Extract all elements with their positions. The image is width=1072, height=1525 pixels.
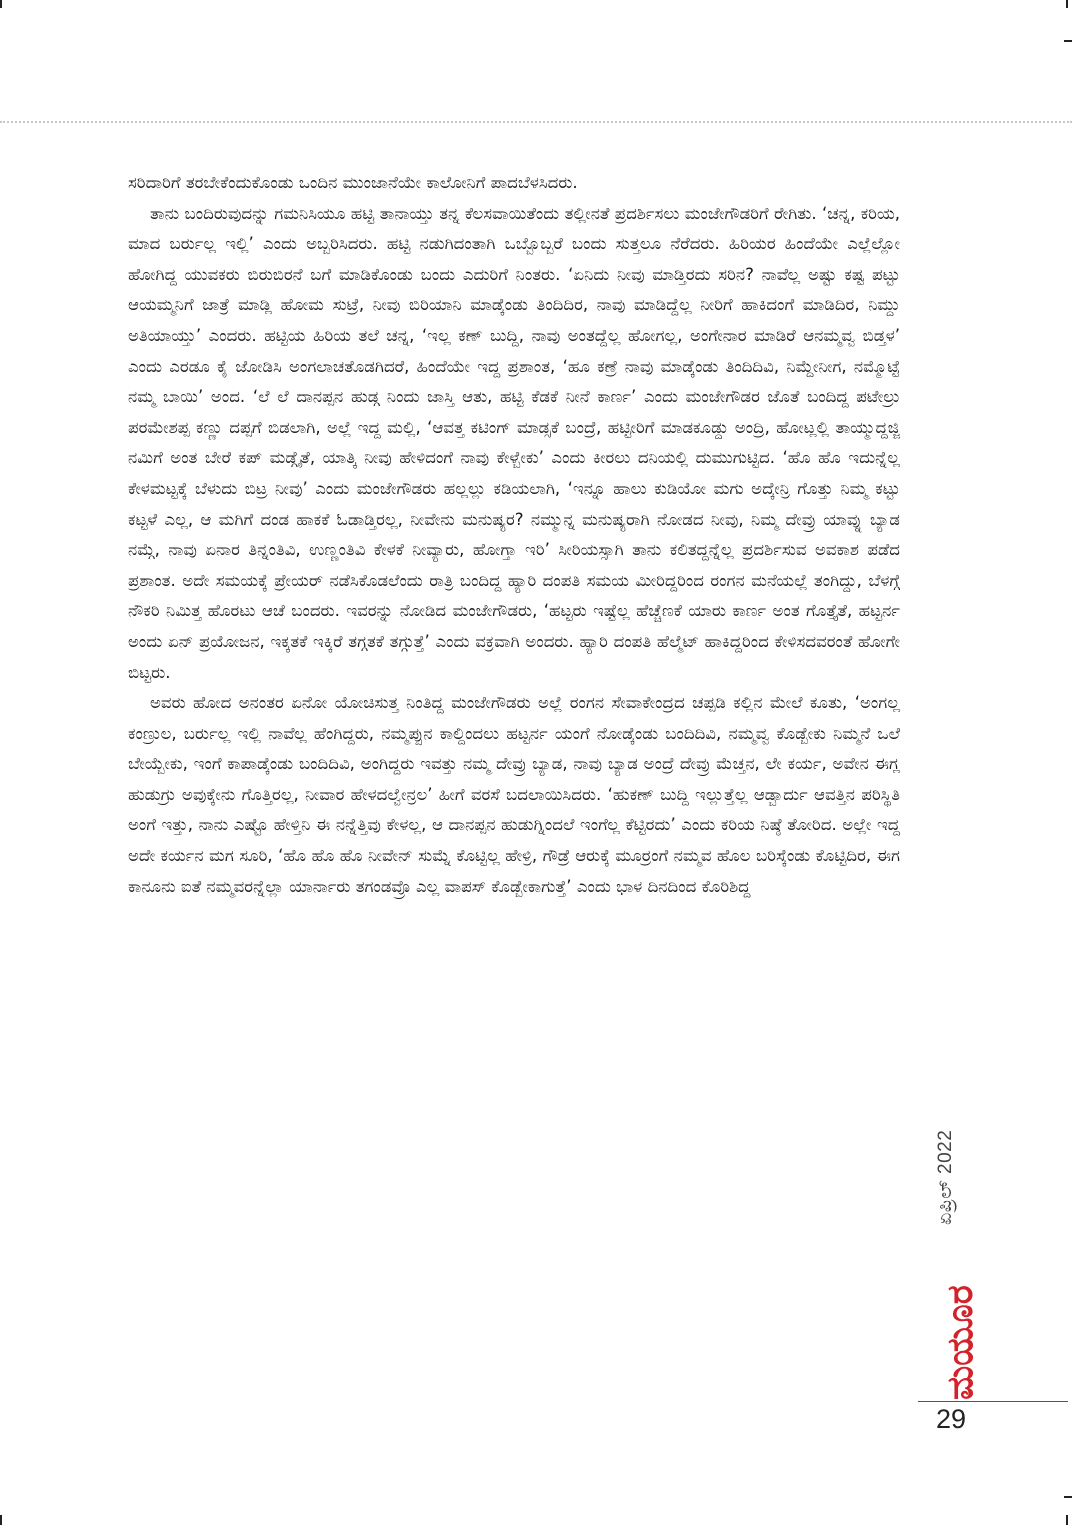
paragraph-2: ತಾನು ಬಂದಿರುವುದನ್ನು ಗಮನಿಸಿಯೂ ಹಟ್ಟಿ ತಾನಾಯ್ತು ತನ್ನ ಕೆಲಸವಾಯಿತೆಂದು ತಲ್ಲೀನತೆ ಪ್ರದರ್ಶಿಸಲು ಮಂಜೇಗೌಡರಿಗೆ ರೇಗಿತು. ‘ಚನ್ನ, ಕರಿಯ, ಮಾದ ಬರ್ರುಲ್ಲ ಇಲ್ಲಿ’ ಎಂದು ಅಬ್ಬರಿಸಿದರು. ಹಟ್ಟಿ ನಡುಗಿದಂತಾಗಿ ಒಬ್ಬೊಬ್ಬರೆ ಬಂದು ಸುತ್ತಲೂ ನೆರೆದರು. ಹಿರಿಯರ ಹಿಂದೆಯೇ ಎಲ್ಲೆಲ್ಲೋ ಹೋಗಿದ್ದ ಯುವಕರು ಬಿರುಬಿರನೆ ಬಗೆ ಮಾಡಿಕೊಂಡು ಬಂದು ಎದುರಿಗೆ ನಿಂತರು. ‘ಏನಿದು ನೀವು ಮಾಡ್ತಿರದು ಸರಿನ? ನಾವೆಲ್ಲ ಅಷ್ಟು ಕಷ್ಟ ಪಟ್ಟು ಆಯಮ್ಮನಿಗೆ ಜಾತ್ರೆ ಮಾಡ್ಲಿ ಹೋಮ ಸುಟ್ರೆ, ನೀವು ಬಿರಿಯಾನಿ ಮಾಡ್ಕೆಂಡು ತಿಂದಿದಿರ, ನಾವು ಮಾಡಿದ್ದೆಲ್ಲ ನೀರಿಗೆ ಹಾಕಿದಂಗೆ ಮಾಡಿದಿರ, ನಿಮ್ದು ಅತಿಯಾಯ್ತು’ ಎಂದರು. ಹಟ್ಟಿಯ ಹಿರಿಯ ತಲೆ ಚನ್ನ, ‘ಇಲ್ಲ ಕಣ್ ಬುದ್ದಿ, ನಾವು ಅಂತದ್ದೆಲ್ಲ ಹೋಗಲ್ಲ, ಅಂಗೇನಾರ ಮಾಡಿರೆ ಆನಮ್ಮವ್ವ ಬಿಡ್ತಳ’ ಎಂದು ಎರಡೂ ಕೈ ಜೋಡಿಸಿ ಅಂಗಲಾಚತೊಡಗಿದರೆ, ಹಿಂದೆಯೇ ಇದ್ದ ಪ್ರಶಾಂತ, ‘ಹೂ ಕಣ್ರೆ ನಾವು ಮಾಡ್ಕೆಂಡು ತಿಂದಿದಿವಿ, ನಿಮ್ದೇನೀಗ, ನಮ್ಮೊಟ್ಟೆ ನಮ್ಮ ಬಾಯಿ’ ಅಂದ. ‘ಲೆ ಲೆ ದಾನಪ್ಪನ ಹುಡ್ಗ ನಿಂದು ಜಾಸ್ತಿ ಆತು, ಹಟ್ಟಿ ಕೆಡಕೆ ನೀನೆ ಕಾರ್ಣ’ ಎಂದು ಮಂಜೇಗೌಡರ ಜೊತೆ ಬಂದಿದ್ದ ಪಟೇಲ್ರು ಪರಮೇಶಪ್ಪ ಕಣ್ಣು ದಪ್ಪಗೆ ಬಿಡಲಾಗಿ, ಅಲ್ಲೆ ಇದ್ದ ಮಲ್ಲಿ, ‘ಆವತ್ತ ಕಟಿಂಗ್ ಮಾಡ್ಸಕೆ ಬಂದ್ರೆ, ಹಟ್ಟೀರಿಗೆ ಮಾಡಕೂಡ್ದು ಅಂದ್ರಿ, ಹೋಟ್ಲಲ್ಲಿ ತಾಯ್ಮುದ್ದಜ್ಜಿ ನಮಿಗೆ ಅಂತ ಬೇರೆ ಕಪ್ ಮಡ್ಗೈತೆ, ಯಾತ್ಕಿ ನೀವು ಹೇಳಿದಂಗೆ ನಾವು ಕೇಳ್ಬೇಕು’ ಎಂದು ಕೀರಲು ದನಿಯಲ್ಲಿ ದುಮುಗುಟ್ಟಿದ. ‘ಹೊ ಹೊ ಇದುನ್ನೆಲ್ಲ ಕೇಳಮಟ್ಟಕ್ಕೆ ಬೆಳುದು ಬಿಟ್ರ ನೀವು’ ಎಂದು ಮಂಜೇಗೌಡರು ಹಲ್ಲಲ್ಲು ಕಡಿಯಲಾಗಿ, ‘ಇನ್ನೂ ಹಾಲು ಕುಡಿಯೋ ಮಗು ಅದ್ಕೇನ್ರಿ ಗೊತ್ತು ನಿಮ್ಮ ಕಟ್ಟು ಕಟ್ಟಳೆ ಎಲ್ಲ, ಆ ಮಗಿಗೆ ದಂಡ ಹಾಕಕೆ ಓಡಾಡ್ತಿರಲ್ಲ, ನೀವೇನು ಮನುಷ್ಯರ? ನಮ್ಮುನ್ನ ಮನುಷ್ಯರಾಗಿ ನೋಡದ ನೀವು, ನಿಮ್ಮ ದೇವ್ರು ಯಾವ್ನು ಬ್ಯಾಡ ನಮ್ಗೆ, ನಾವು ಏನಾರ ತಿನ್ನಂತಿವಿ, ಉಣ್ಣಂತಿವಿ ಕೇಳಕೆ ನೀವ್ಯಾರು, ಹೋಗ್ತಾ ಇರಿ’ ಸೀರಿಯಸ್ಸಾಗಿ ತಾನು ಕಲಿತದ್ದನ್ನೆಲ್ಲ ಪ್ರದರ್ಶಿಸುವ ಅವಕಾಶ ಪಡೆದ ಪ್ರಶಾಂತ. ಅದೇ ಸಮಯಕ್ಕೆ ಪ್ರೇಯರ್ ನಡೆಸಿಕೊಡಲೆಂದು ರಾತ್ರಿ ಬಂದಿದ್ದ ಹ್ಯಾರಿ ದಂಪತಿ ಸಮಯ ಮೀರಿದ್ದರಿಂದ ರಂಗನ ಮನೆಯಲ್ಲೆ ತಂಗಿದ್ದು, ಬೆಳಗ್ಗೆ ನೌಕರಿ ನಿಮಿತ್ತ ಹೊರಟು ಆಚೆ ಬಂದರು. ಇವರನ್ನು ನೋಡಿದ ಮಂಜೇಗೌಡರು, ‘ಹಟ್ಟರು ಇಷ್ಟೆಲ್ಲ ಹೆಚ್ಚೆಣಕೆ ಯಾರು ಕಾರ್ಣ ಅಂತ ಗೊತ್ತೈತೆ, ಹಟ್ಟರ್ನ ಅಂದು ಏನ್ ಪ್ರಯೋಜನ, ಇಕ್ಕತಕೆ ಇಕ್ಕಿರೆ ತಗ್ಗತಕೆ ತಗ್ಗುತ್ತೆ’ ಎಂದು ವಕ್ರವಾಗಿ ಅಂದರು. ಹ್ಯಾರಿ ದಂಪತಿ ಹೆಲ್ಮೆಟ್ ಹಾಕಿದ್ದರಿಂದ ಕೇಳಿಸದವರಂತೆ ಹೋಗೇ ಬಿಟ್ಟರು. [128, 203, 900, 682]
crop-mark-top-left [0, 0, 2, 8]
magazine-logo: ಮಯೂರ [940, 1285, 981, 1400]
paragraph-3: ಅವರು ಹೋದ ಅನಂತರ ಏನೋ ಯೋಚಿಸುತ್ತ ನಿಂತಿದ್ದ ಮಂಜೇಗೌಡರು ಅಲ್ಲೆ ರಂಗನ ಸೇವಾಕೇಂದ್ರದ ಚಪ್ಪಡಿ ಕಲ್ಲಿನ ಮೇಲೆ ಕೂತು, ‘ಅಂಗಲ್ಲ ಕಂಣ್ರುಲ, ಬರ್ರುಲ್ಲ ಇಲ್ಲಿ ನಾವೆಲ್ಲ ಹೆಂಗಿದ್ದರು, ನಮ್ಮಪ್ಪುನ ಕಾಲ್ದಿಂದಲು ಹಟ್ಟರ್ನ ಯಂಗೆ ನೋಡ್ಕೆಂಡು ಬಂದಿದಿವಿ, ನಮ್ಮವ್ವ ಕೊಡ್ಬೇಕು ನಿಮ್ಮನೆ ಒಲೆ ಬೇಯ್ಬೇಕು, ಇಂಗೆ ಕಾಪಾಡ್ಕೆಂಡು ಬಂದಿದಿವಿ, ಅಂಗಿದ್ದರು ಇವತ್ತು ನಮ್ಮ ದೇವ್ರು ಬ್ಯಾಡ, ನಾವು ಬ್ಯಾಡ ಅಂದ್ರೆ ದೇವ್ರು ಮೆಚ್ತನ, ಲೇ ಕರ್ಯ, ಅವೇನ ಈಗ್ಲ ಹುಡುಗ್ರು ಅವುಕ್ಕೇನು ಗೊತ್ತಿರಲ್ಲ, ನೀವಾರ ಹೇಳದಲ್ವೇನ್ರಲ’ ಹೀಗೆ ವರಸೆ ಬದಲಾಯಿಸಿದರು. ‘ಹುಕಣ್ ಬುದ್ದಿ ಇಲ್ಲುತ್ತೆಲ್ಲ ಆಡ್ಬಾರ್ದು ಆವತ್ತಿನ ಪರಿಸ್ಥಿತಿ ಅಂಗೆ ಇತ್ತು, ನಾನು ಎಷ್ಟೊ ಹೇಳ್ತಿನಿ ಈ ನನ್ನೆತ್ತಿವು ಕೇಳಲ್ಲ, ಆ ದಾನಪ್ಪನ ಹುಡುಗ್ನಿಂದಲೆ ಇಂಗೆಲ್ಲ ಕೆಟ್ಟಿರದು’ ಎಂದು ಕರಿಯ ನಿಷ್ಠೆ ತೋರಿದ. ಅಲ್ಲೇ ಇದ್ದ ಅದೇ ಕರ್ಯನ ಮಗ ಸೂರಿ, ‘ಹೊ ಹೊ ಹೊ ನೀವೇನ್ ಸುಮ್ನೆ ಕೊಟ್ಟಿಲ್ಲ ಹೇಳ್ರಿ, ಗೌಡ್ರೆ ಆರುಕ್ಕೆ ಮೂರ್ರಂಗೆ ನಮ್ಮವ ಹೊಲ ಬರಿಸ್ಕೆಂಡು ಕೊಟ್ಟಿದಿರ, ಈಗ ಕಾನೂನು ಐತೆ ನಮ್ಮವರನ್ನೆಲ್ಲಾ ಯಾರ್ನಾರು ತಗಂಡವ್ರೊ ಎಲ್ಲ ವಾಪಸ್ ಕೊಡ್ಬೇಕಾಗುತ್ತೆ’ ಎಂದು ಭಾಳ ದಿನದಿಂದ ಕೊರಿಶಿದ್ದ [128, 693, 900, 896]
page-number: 29 [936, 1404, 967, 1434]
paragraph-1: ಸರಿದಾರಿಗೆ ತರಬೇಕೆಂದುಕೊಂಡು ಒಂದಿನ ಮುಂಜಾನೆಯೇ ಕಾಲೋನಿಗೆ ಪಾದಬೆಳಸಿದರು. [128, 173, 578, 192]
crop-mark-right-upper [1064, 40, 1072, 42]
crop-mark-bottom-right [1066, 1515, 1068, 1525]
dotted-separator [0, 121, 1072, 123]
issue-date: ಏಪ್ರಿಲ್ 2022 [935, 1129, 956, 1225]
footer-rule [918, 1401, 1068, 1402]
crop-mark-top-right [1066, 0, 1068, 8]
crop-mark-right-lower [1064, 1496, 1072, 1498]
article-body [128, 168, 900, 902]
crop-mark-bottom-left [0, 1515, 2, 1525]
